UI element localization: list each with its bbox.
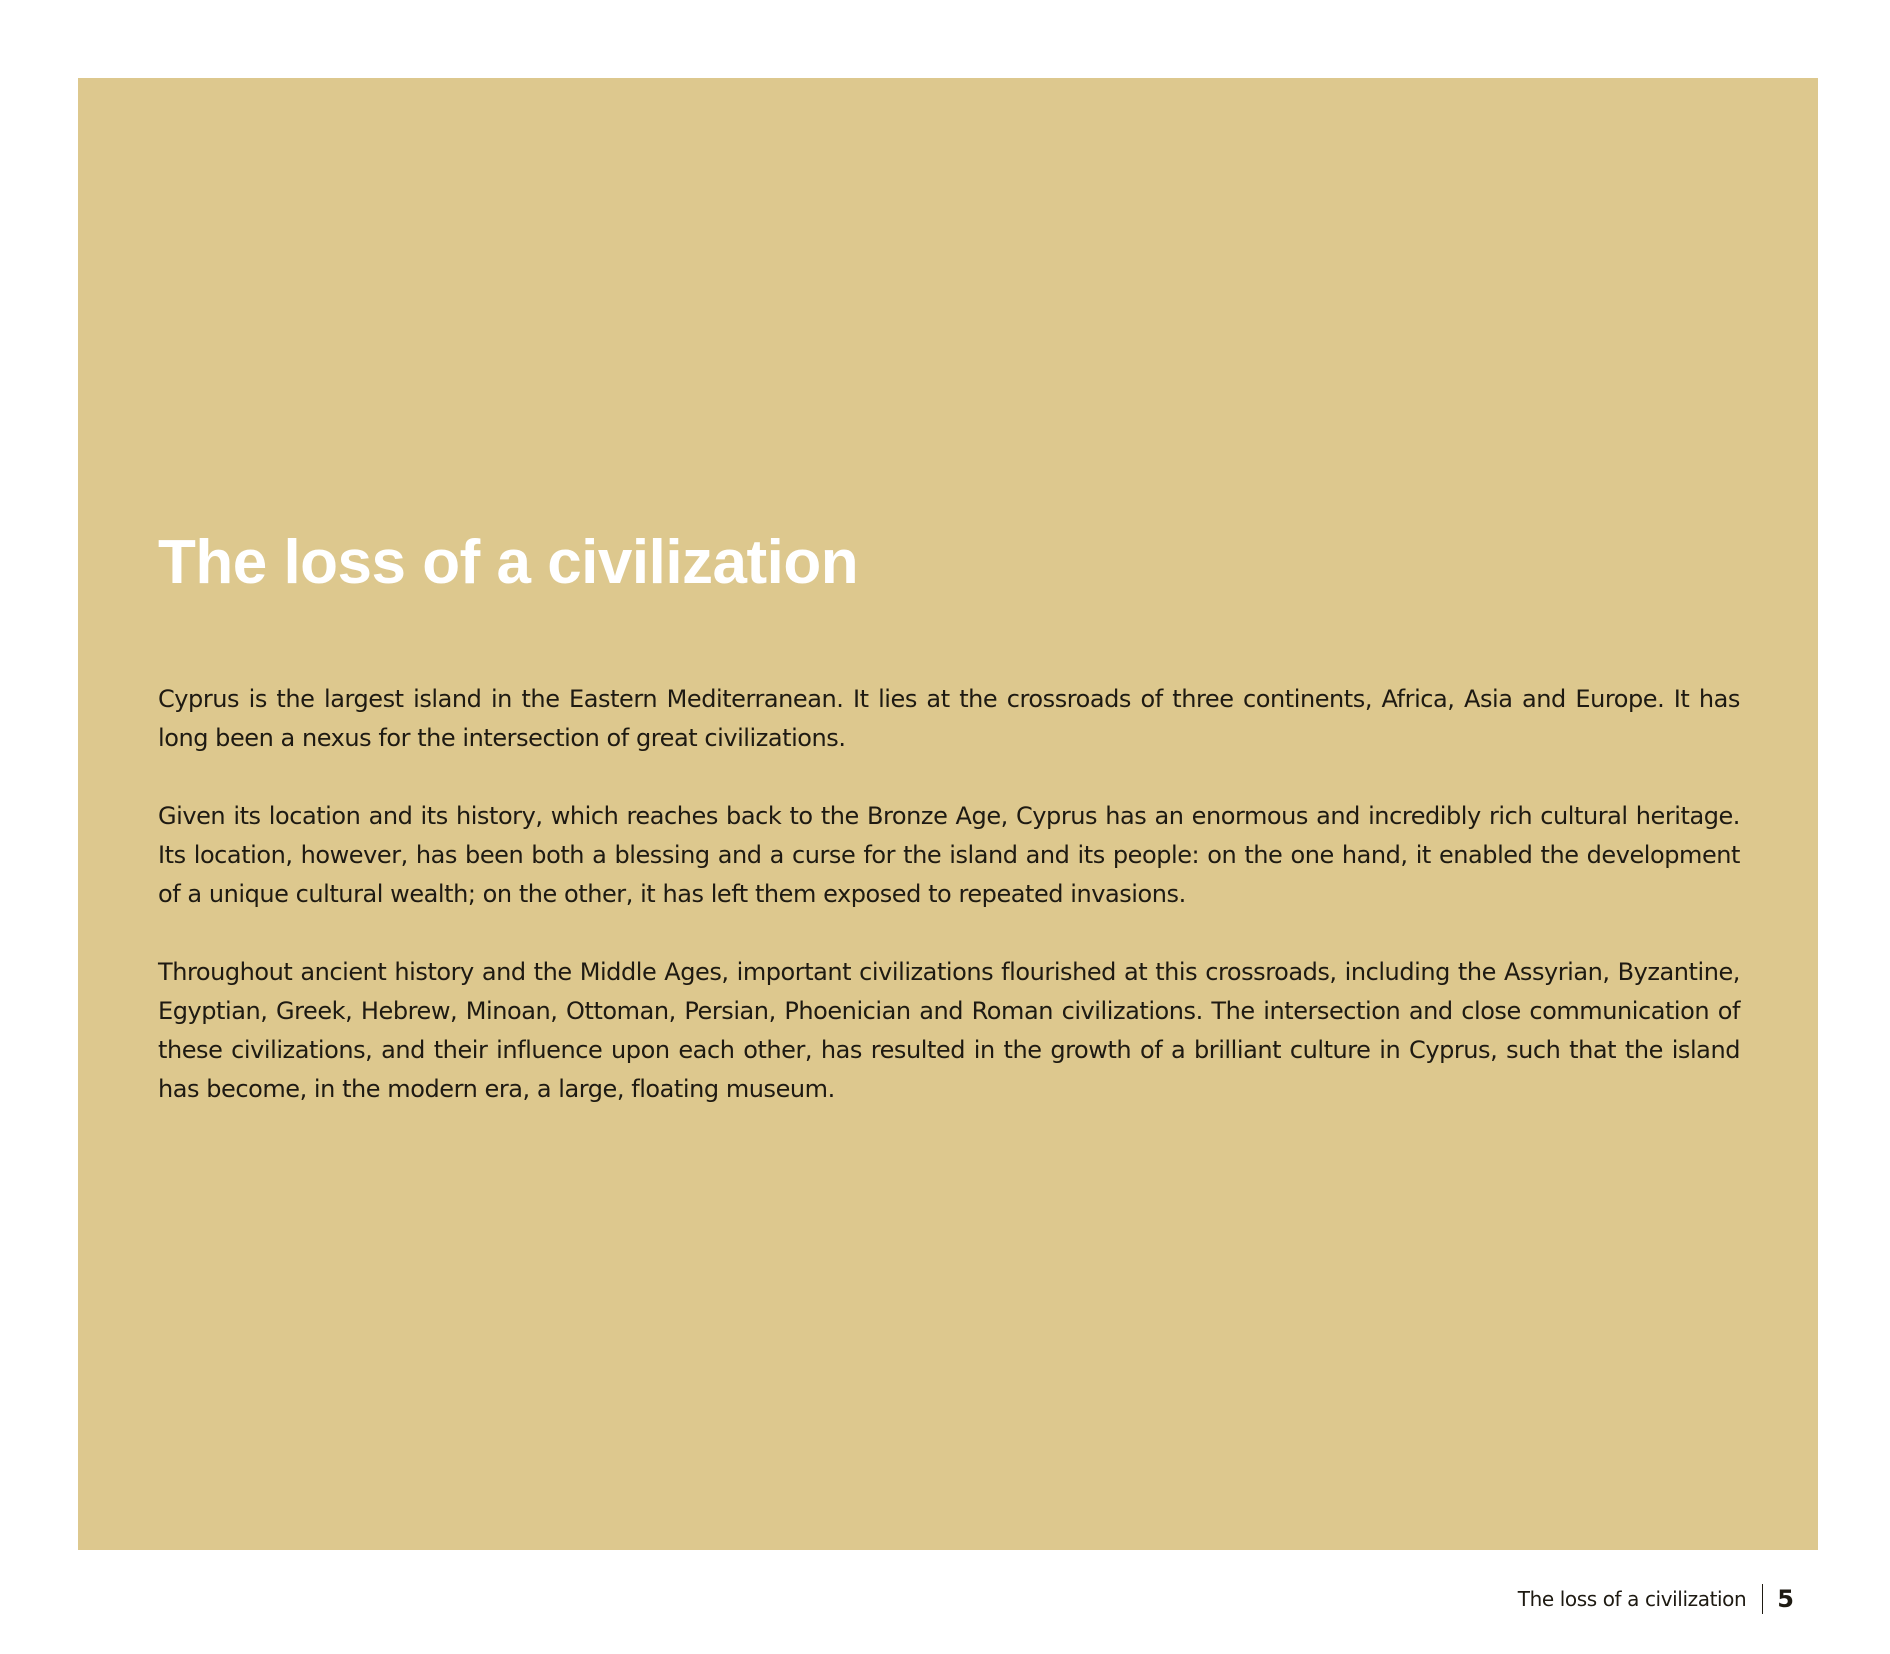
paragraph: Throughout ancient history and the Middle Ages, important civilizations flourished at this crossroads, including the Assyrian, Byzantine, Egyptian, Greek, Hebrew, Minoan, Ottoman, Persian, Phoenician and Roman civilizations. The intersection and close communication of these civilizations, and their influence upon each other, has resulted in the growth of a brilliant culture in Cyprus, such that the island has become, in the modern era, a large, floating museum. <box>158 958 1740 1103</box>
paragraph: Given its location and its history, which reaches back to the Bronze Age, Cyprus has an enormous and incredibly rich cultural heritage. Its location, however, has been both a blessing and a curse for the island and its people: on the one hand, it enabled the development of a unique cultural wealth; on the other, it has left them exposed to repeated invasions. <box>158 802 1740 908</box>
content-panel <box>78 78 1818 1550</box>
page-number: 5 <box>1777 1585 1794 1613</box>
page-title: The loss of a civilization <box>158 528 859 597</box>
footer-divider <box>1762 1584 1763 1614</box>
paragraph: Cyprus is the largest island in the Eastern Mediterranean. It lies at the crossroads of three continents, Africa, Asia and Europe. It has long been a nexus for the intersection of great civilizations. <box>158 685 1740 752</box>
body-text <box>158 680 1740 1148</box>
page-footer <box>1518 1584 1794 1614</box>
footer-section-title: The loss of a civilization <box>1517 1587 1747 1611</box>
